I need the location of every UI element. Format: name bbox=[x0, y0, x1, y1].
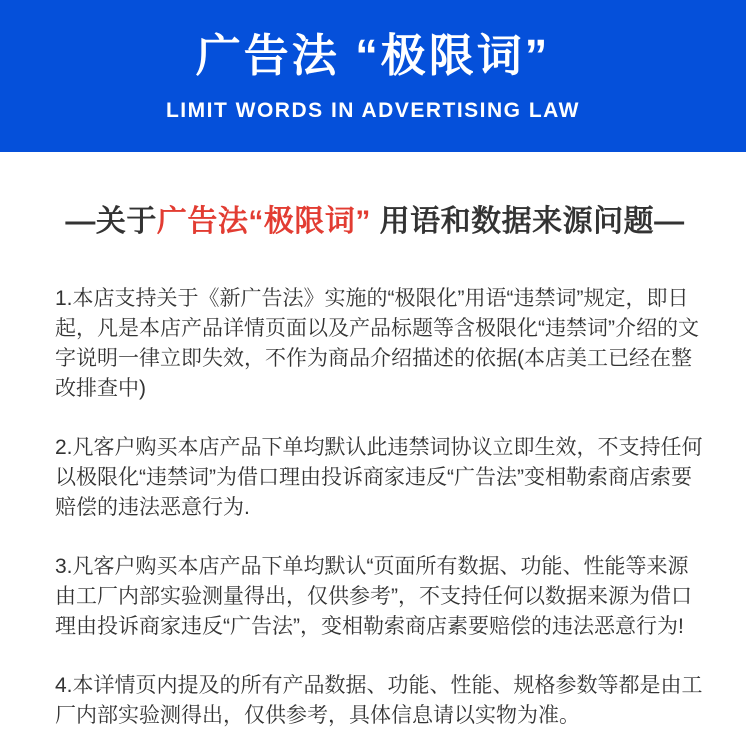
notice-paragraph-4: 4.本详情页内提及的所有产品数据、功能、性能、规格参数等都是由工厂内部实验测得出，仅供参考，具体信息请以实物为准。 bbox=[55, 674, 703, 727]
notice-paragraph-1: 1.本店支持关于《新广告法》实施的“极限化”用语“违禁词”规定，即日起，凡是本店产品详情页面以及产品标题等含极限化“违禁词”介绍的文字说明一律立即失效，不作为商品介绍描述的依据(本店美工已经在整改排查中) bbox=[55, 287, 699, 400]
banner-title: 广告法 “极限词” bbox=[195, 30, 551, 82]
heading-suffix: 用语和数据来源问题— bbox=[379, 205, 685, 238]
header-banner bbox=[0, 0, 746, 152]
heading-highlight: 广告法“极限词” bbox=[156, 205, 371, 238]
notice-paragraph-2: 2.凡客户购买本店产品下单均默认此违禁词协议立即生效，不支持任何以极限化“违禁词”为借口理由投诉商家违反“广告法”变相勒索商店索要赔偿的违法恶意行为. bbox=[55, 436, 703, 519]
heading-prefix: —关于 bbox=[65, 205, 157, 238]
notice-body bbox=[55, 284, 706, 731]
banner-subtitle: LIMIT WORDS IN ADVERTISING LAW bbox=[165, 98, 581, 122]
notice-paragraph-3: 3.凡客户购买本店产品下单均默认“页面所有数据、功能、性能等来源由工厂内部实验测量得出，仅供参考”，不支持任何以数据来源为借口理由投诉商家违反“广告法”，变相勒索商店素要赔偿的违法恶意行为! bbox=[55, 555, 692, 638]
section-heading bbox=[0, 204, 750, 240]
